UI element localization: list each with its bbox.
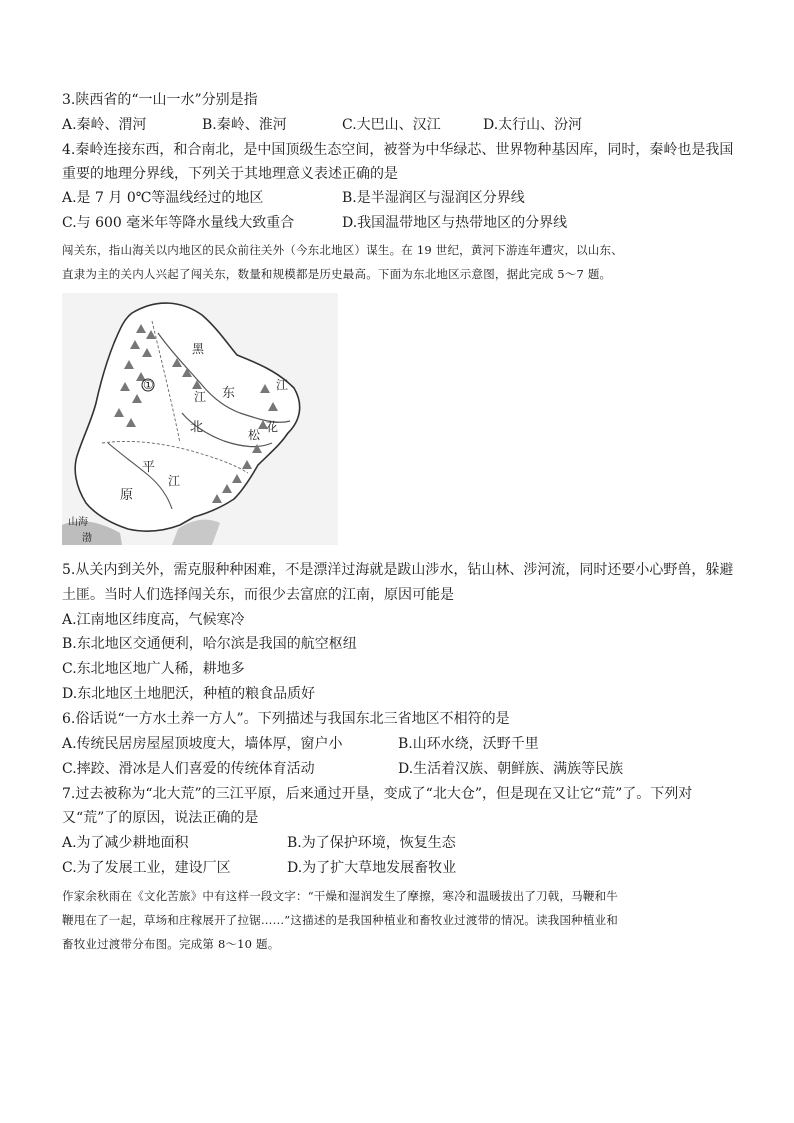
northeast-china-map	[62, 293, 338, 545]
q7-stem-line1: 7.过去被称为“北大荒”的三江平原，后来通过开垦，变成了“北大仓”，但是现在又让它“荒”了。下列对	[62, 786, 693, 802]
q3-option-d: D.太行山、汾河	[483, 117, 583, 133]
q3-option-c: C.大巴山、汉江	[342, 117, 441, 133]
q4-option-c: C.与 600 毫米年等降水量线大致重合	[62, 215, 295, 231]
passage1-line2: 直隶为主的关内人兴起了闯关东，数量和规模都是历史最高。下面为东北地区示意图，据此完成 5～7 题。	[62, 267, 612, 281]
map-label-marker: ①	[143, 378, 154, 392]
q3-option-b: B.秦岭、淮河	[202, 117, 287, 133]
q4-option-d: D.我国温带地区与热带地区的分界线	[342, 215, 568, 231]
q3-stem: 3.陕西省的“一山一水”分别是指	[62, 92, 258, 108]
q7-option-a: A.为了减少耕地面积	[62, 835, 189, 851]
map-label-jiang-2: 江	[276, 378, 289, 392]
q6-stem: 6.俗话说“一方水土养一方人”。下列描述与我国东北三省地区不相符的是	[62, 711, 510, 727]
passage2-line1: 作家余秋雨在《文化苦旅》中有这样一段文字：“干燥和湿润发生了摩擦，寒冷和温暖拔出了刀戟，马鞭和牛	[62, 889, 618, 903]
map-label-dong: 东	[222, 386, 236, 401]
map-label-ping: 平	[142, 460, 156, 475]
q6-option-a: A.传统民居房屋屋顶坡度大，墙体厚，窗户小	[62, 736, 343, 752]
map-label-hua: 花	[266, 420, 279, 434]
map-label-jiang: 江	[194, 390, 207, 404]
q4-stem-line2: 重要的地理分界线，下列关于其地理意义表述正确的是	[62, 166, 398, 182]
passage1-line1: 闯关东，指山海关以内地区的民众前往关外（今东北地区）谋生。在 19 世纪，黄河下游连年遭灾，以山东、	[62, 243, 623, 257]
q7-option-b: B.为了保护环境，恢复生态	[287, 835, 456, 851]
map-label-bo: 渤	[82, 533, 92, 544]
q7-option-c: C.为了发展工业，建设厂区	[62, 860, 231, 876]
q4-stem-line1: 4.秦岭连接东西，和合南北，是中国顶级生态空间，被誉为中华绿芯、世界物种基因库，同时，秦岭也是我国	[62, 142, 734, 158]
q5-option-c: C.东北地区地广人稀，耕地多	[62, 661, 245, 677]
map-label-yuan: 原	[120, 488, 134, 503]
map-label-bei: 北	[190, 420, 204, 435]
q6-option-d: D.生活着汉族、朝鲜族、满族等民族	[398, 761, 624, 777]
passage2-line3: 畜牧业过渡带分布图。完成第 8～10 题。	[62, 937, 280, 951]
q6-option-b: B.山环水绕，沃野千里	[398, 736, 539, 752]
passage2-line2: 鞭甩在了一起，草场和庄稼展开了拉锯……”这描述的是我国种植业和畜牧业过渡带的情况。读我国种植业和	[62, 913, 618, 927]
map-label-song: 松	[248, 428, 261, 442]
q3-option-a: A.秦岭、渭河	[62, 117, 147, 133]
map-drawing	[62, 293, 338, 545]
q4-option-a: A.是 7 月 0℃等温线经过的地区	[62, 190, 264, 206]
map-label-shanhai: 山海	[68, 517, 88, 528]
q7-option-d: D.为了扩大草地发展畜牧业	[287, 860, 457, 876]
q5-stem-line2: 土匪。当时人们选择闯关东，而很少去富庶的江南，原因可能是	[62, 587, 454, 603]
q4-option-b: B.是半湿润区与湿润区分界线	[342, 190, 525, 206]
map-label-hei: 黑	[192, 342, 205, 356]
q6-option-c: C.摔跤、滑冰是人们喜爱的传统体育活动	[62, 761, 315, 777]
q5-stem-line1: 5.从关内到关外，需克服种种困难，不是漂洋过海就是跋山涉水，钻山林、涉河流，同时还要小心野兽，躲避	[62, 562, 734, 578]
q5-option-a: A.江南地区纬度高，气候寒冷	[62, 612, 245, 628]
q5-option-d: D.东北地区土地肥沃，种植的粮食品质好	[62, 686, 316, 702]
map-label-jiang-3: 江	[168, 474, 181, 488]
q5-option-b: B.东北地区交通便利，哈尔滨是我国的航空枢纽	[62, 636, 357, 652]
q7-stem-line2: 又“荒”了的原因，说法正确的是	[62, 810, 259, 826]
